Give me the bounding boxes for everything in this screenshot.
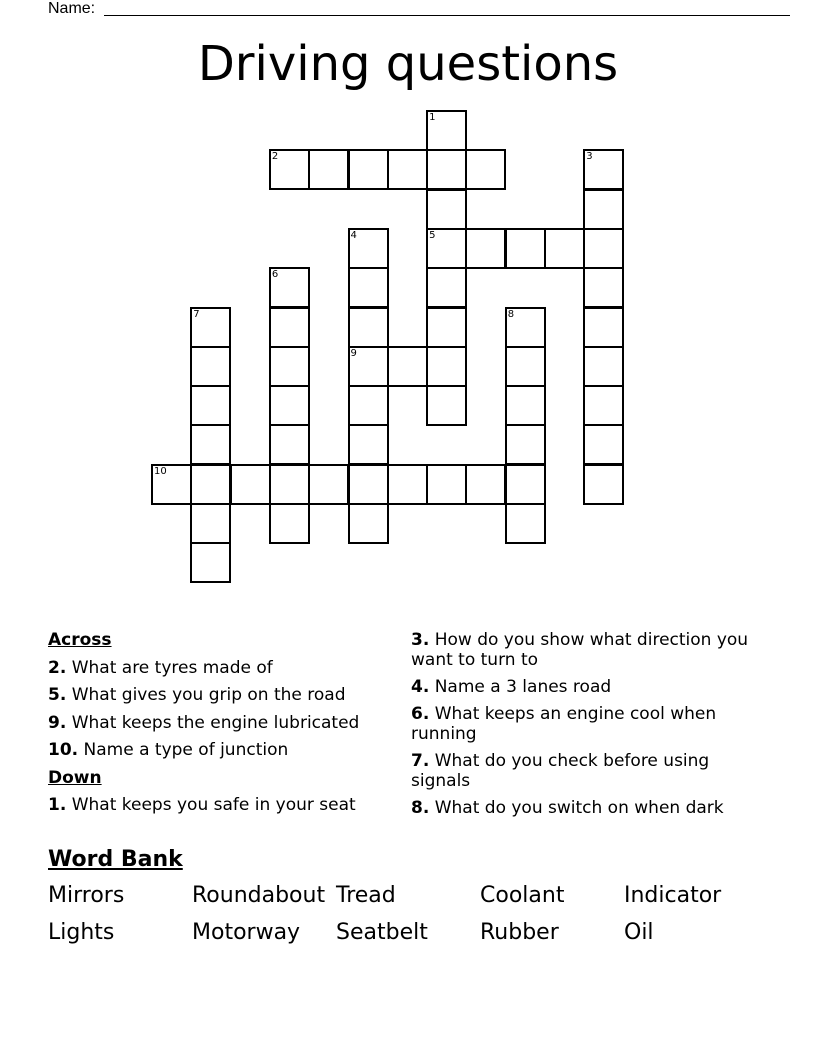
clue-text: What keeps the engine lubricated [71, 712, 360, 733]
cell-number: 2 [271, 151, 279, 163]
cell-number: 9 [350, 347, 357, 359]
crossword-cell[interactable] [387, 149, 428, 190]
crossword-cell[interactable] [505, 464, 546, 505]
clue-number: 7. [411, 751, 430, 771]
clue-text: What do you check before using signals [411, 751, 710, 791]
clue-text: What keeps an engine cool when running [411, 704, 717, 744]
crossword-cell[interactable] [583, 267, 624, 308]
word-bank-word: Tread [336, 883, 396, 908]
clue-number: 5. [48, 685, 67, 705]
clue-number: 6. [411, 704, 430, 724]
crossword-cell[interactable] [583, 307, 624, 348]
crossword-cell[interactable] [426, 346, 467, 387]
crossword-cell[interactable] [269, 346, 310, 387]
crossword-cell[interactable] [269, 464, 310, 505]
crossword-cell[interactable] [465, 149, 506, 190]
crossword-cell[interactable] [583, 228, 624, 269]
crossword-cell[interactable] [308, 464, 349, 505]
word-bank-word: Mirrors [48, 883, 125, 908]
word-bank-word: Rubber [480, 920, 559, 945]
crossword-cell[interactable] [269, 503, 310, 544]
crossword-cell[interactable] [426, 189, 467, 230]
crossword-cell[interactable] [426, 307, 467, 348]
crossword-cell[interactable] [348, 149, 389, 190]
crossword-cell[interactable] [230, 464, 271, 505]
crossword-cell[interactable] [583, 464, 624, 505]
word-bank-word: Indicator [624, 883, 722, 908]
crossword-cell[interactable] [544, 228, 585, 269]
crossword-cell[interactable] [190, 424, 231, 465]
cell-number: 1 [429, 112, 436, 123]
crossword-cell[interactable] [505, 346, 546, 387]
crossword-cell[interactable] [583, 346, 624, 387]
crossword-cell[interactable] [269, 307, 310, 348]
page-title: Driving questions [197, 36, 619, 92]
word-bank-word: Oil [624, 920, 654, 945]
crossword-cell[interactable] [348, 424, 389, 465]
crossword-cell[interactable] [190, 542, 231, 583]
crossword-cell[interactable] [387, 346, 428, 387]
cell-number: 5 [429, 229, 436, 241]
crossword-cell-3[interactable] [583, 149, 624, 190]
crossword-cell-8[interactable] [505, 307, 546, 348]
cell-number: 10 [154, 465, 167, 477]
crossword-cell[interactable] [190, 503, 231, 544]
crossword-cell-5[interactable] [426, 228, 467, 269]
crossword-cell[interactable] [190, 385, 231, 426]
clue-text: Name a 3 lanes road [434, 677, 612, 697]
cell-number: 3 [586, 151, 593, 163]
clue-text: What do you switch on when dark [434, 798, 724, 818]
crossword-cell[interactable] [348, 464, 389, 505]
crossword-cell[interactable] [465, 464, 506, 505]
word-bank-word: Coolant [480, 883, 565, 908]
crossword-cell[interactable] [190, 346, 231, 387]
clue-across-10 [48, 740, 398, 768]
crossword-cell[interactable] [426, 464, 467, 505]
clue-number: 4. [411, 677, 430, 697]
clue-number: 1. [48, 795, 67, 815]
down-heading: Down [48, 767, 102, 788]
crossword-cell[interactable] [505, 503, 546, 544]
crossword-cell[interactable] [505, 228, 546, 269]
crossword-cell[interactable] [426, 149, 467, 190]
crossword-cell[interactable] [583, 189, 624, 230]
crossword-cell[interactable] [348, 385, 389, 426]
word-bank-heading: Word Bank [48, 847, 183, 872]
clue-number: 8. [411, 798, 430, 818]
crossword-cell[interactable] [387, 464, 428, 505]
clue-text: What keeps you safe in your seat [71, 795, 356, 815]
word-bank-word: Lights [48, 920, 115, 945]
clue-down-6 [411, 704, 771, 744]
word-bank-word: Roundabout [192, 883, 326, 908]
crossword-cell[interactable] [190, 464, 231, 505]
clue-text: How do you show what direction you want to turn to [411, 630, 749, 670]
clues-right-column [411, 630, 771, 825]
cell-number: 8 [507, 308, 515, 320]
word-bank-word: Motorway [192, 920, 301, 945]
crossword-cell[interactable] [269, 424, 310, 465]
clue-down-3 [411, 630, 771, 670]
cell-number: 4 [350, 229, 357, 241]
crossword-cell[interactable] [348, 503, 389, 544]
word-bank-word: Seatbelt [336, 920, 428, 945]
cell-number: 6 [271, 269, 279, 281]
clues-left-column [48, 630, 398, 823]
clue-down-4 [411, 677, 771, 697]
crossword-cell[interactable] [269, 385, 310, 426]
crossword-cell[interactable] [583, 424, 624, 465]
crossword-cell-1[interactable] [426, 110, 467, 151]
crossword-cell[interactable] [505, 385, 546, 426]
name-label: Name: [48, 0, 96, 17]
crossword-cell[interactable] [505, 424, 546, 465]
clue-number: 3. [411, 630, 430, 650]
clue-text: What are tyres made of [71, 657, 273, 678]
clue-number: 10. [48, 740, 79, 760]
crossword-cell-4[interactable] [348, 228, 389, 269]
crossword-cell[interactable] [426, 267, 467, 308]
crossword-cell-10[interactable] [151, 464, 192, 505]
crossword-cell-6[interactable] [269, 267, 310, 308]
crossword-cell[interactable] [465, 228, 506, 269]
clue-down-7 [411, 751, 771, 791]
clue-number: 2. [48, 657, 67, 678]
clue-down-1 [48, 795, 398, 823]
clue-across-5 [48, 685, 398, 713]
clue-text: Name a type of junction [83, 740, 289, 760]
clue-across-2 [48, 658, 398, 686]
crossword-cell[interactable] [583, 385, 624, 426]
crossword-cell-9[interactable] [348, 346, 389, 387]
clue-down-8 [411, 798, 771, 818]
clue-number: 9. [48, 712, 67, 733]
crossword-cell[interactable] [426, 385, 467, 426]
across-heading: Across [48, 630, 112, 650]
crossword-cell[interactable] [308, 149, 349, 190]
clue-across-9 [48, 713, 398, 741]
cell-number: 7 [193, 308, 200, 320]
clue-text: What gives you grip on the road [71, 685, 346, 705]
crossword-cell-2[interactable] [269, 149, 310, 190]
crossword-cell-7[interactable] [190, 307, 231, 348]
crossword-cell[interactable] [348, 307, 389, 348]
crossword-cell[interactable] [348, 267, 389, 308]
